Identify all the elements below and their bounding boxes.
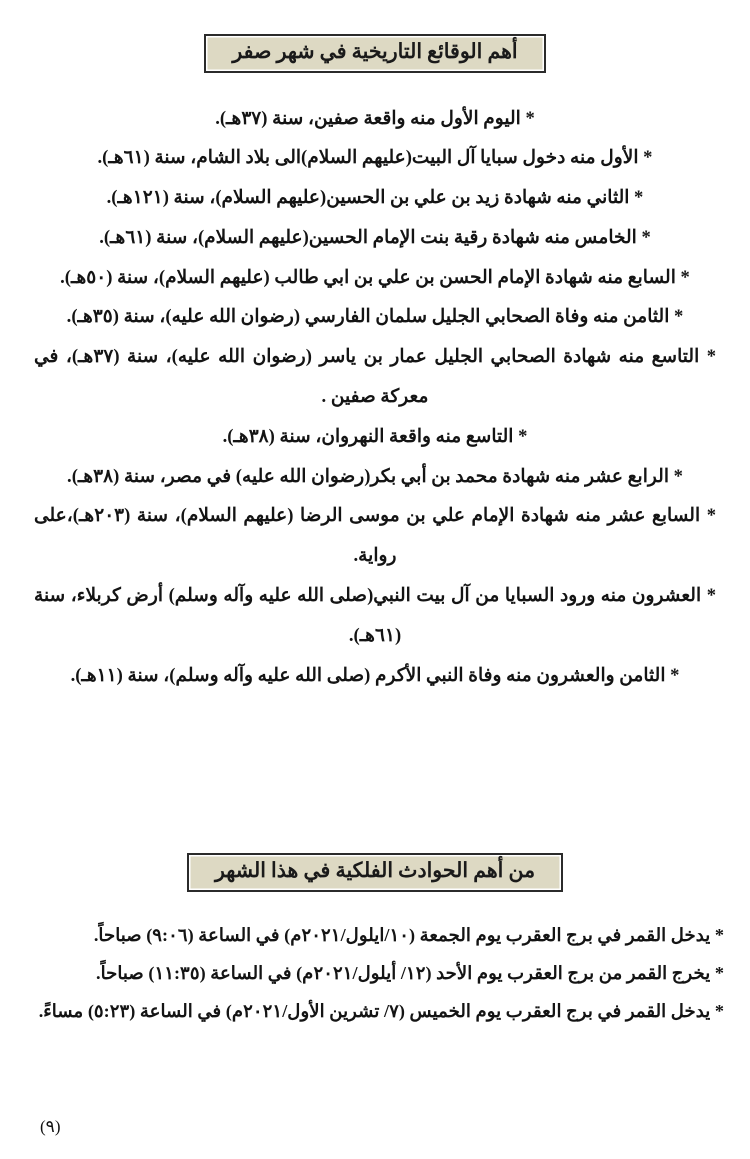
list-item: * الثامن منه وفاة الصحابي الجليل سلمان الفارسي (رضوان الله عليه)، سنة (٣٥هـ).: [66, 306, 684, 328]
list-item: * الخامس منه شهادة رقية بنت الإمام الحسين(عليهم السلام)، سنة (٦١هـ).: [99, 226, 651, 248]
list-item: * الرابع عشر منه شهادة محمد بن أبي بكر(رضوان الله عليه) في مصر، سنة (٣٨هـ).: [67, 465, 683, 487]
list-item: * السابع عشر منه شهادة الإمام علي بن موسى الرضا (عليهم السلام)، سنة (٢٠٣هـ)،على رواية.: [34, 505, 716, 567]
historic-events-banner: [204, 34, 545, 73]
list-item: * يدخل القمر في برج العقرب يوم الجمعة (١٠/ايلول/٢٠٢١م) في الساعة (٩:٠٦) صباحاً.: [93, 924, 724, 945]
list-item: * الثاني منه شهادة زيد بن علي بن الحسين(عليهم السلام)، سنة (١٢١هـ).: [106, 187, 644, 209]
astronomical-events-banner: [187, 853, 563, 892]
document-page: [0, 34, 750, 1159]
list-item: * الثامن والعشرون منه وفاة النبي الأكرم (صلى الله عليه وآله وسلم)، سنة (١١هـ).: [70, 664, 680, 686]
historic-events-list: [0, 99, 750, 696]
list-item: * الأول منه دخول سبايا آل البيت(عليهم السلام)الى بلاد الشام، سنة (٦١هـ).: [97, 147, 653, 169]
astronomical-events-list: [0, 916, 750, 1030]
astronomical-events-heading-text: من أهم الحوادث الفلكية في هذا الشهر: [214, 860, 536, 883]
list-item: * التاسع منه شهادة الصحابي الجليل عمار بن ياسر (رضوان الله عليه)، سنة (٣٧هـ)، في معركة صفين .: [34, 346, 717, 408]
list-item: * يدخل القمر في برج العقرب يوم الخميس (٧/ تشرين الأول/٢٠٢١م) في الساعة (٥:٢٣) مساءً.: [38, 1000, 724, 1021]
astronomical-events-heading-wrap: [0, 853, 750, 892]
list-item: * العشرون منه ورود السبايا من آل بيت النبي(صلى الله عليه وآله وسلم) أرض كربلاء، سنة (٦١هـ).: [34, 585, 716, 646]
list-item: * يخرج القمر من برج العقرب يوم الأحد (١٢/ أيلول/٢٠٢١م) في الساعة (١١:٣٥) صباحاً.: [96, 962, 724, 983]
historic-events-heading-wrap: [0, 34, 750, 73]
historic-events-heading-text: أهم الوقائع التاريخية في شهر صفر: [232, 41, 518, 63]
section-divider-space: [0, 695, 750, 853]
list-item: * السابع منه شهادة الإمام الحسن بن علي بن ابي طالب (عليهم السلام)، سنة (٥٠هـ).: [60, 266, 690, 288]
list-item: * اليوم الأول منه واقعة صفين، سنة (٣٧هـ).: [215, 107, 535, 129]
list-item: * التاسع منه واقعة النهروان، سنة (٣٨هـ).: [222, 425, 528, 447]
page-number: (٩): [40, 1117, 61, 1136]
